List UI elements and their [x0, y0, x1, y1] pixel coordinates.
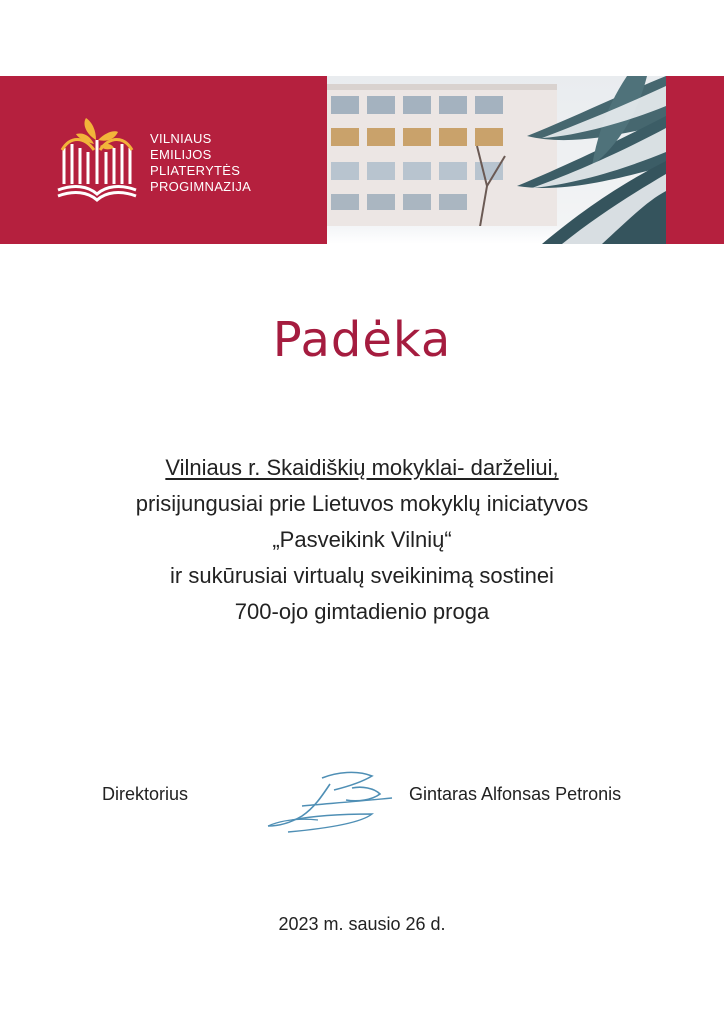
school-name-line: VILNIAUS: [150, 131, 212, 146]
body-line: 700-ojo gimtadienio proga: [234, 599, 490, 624]
certificate-body: [0, 450, 724, 630]
handwritten-signature: [262, 770, 407, 836]
school-name-line: EMILIJOS: [150, 147, 212, 162]
body-line: prisijungusiai prie Lietuvos mokyklų iniciatyvos: [135, 491, 589, 516]
header-banner: [0, 76, 724, 244]
signature-row: [0, 770, 724, 840]
director-name: Gintaras Alfonsas Petronis: [409, 784, 622, 804]
body-line: „Pasveikink Vilnių“: [272, 527, 452, 552]
school-building-snowy-fir-photo: [327, 76, 666, 244]
book-tree-logo-icon: [56, 114, 138, 206]
document-title: Padėka: [272, 312, 452, 368]
body-line: ir sukūrusiai virtualų sveikinimą sostinei: [170, 563, 554, 588]
director-role: Direktorius: [102, 784, 189, 804]
school-name-line: PLIATERYTĖS: [150, 163, 241, 178]
document-date: 2023 m. sausio 26 d.: [278, 914, 446, 934]
recipient-name: Vilniaus r. Skaidiškių mokyklai- darželiui,: [165, 455, 559, 480]
school-name: [150, 131, 251, 195]
school-name-line: PROGIMNAZIJA: [150, 179, 252, 194]
